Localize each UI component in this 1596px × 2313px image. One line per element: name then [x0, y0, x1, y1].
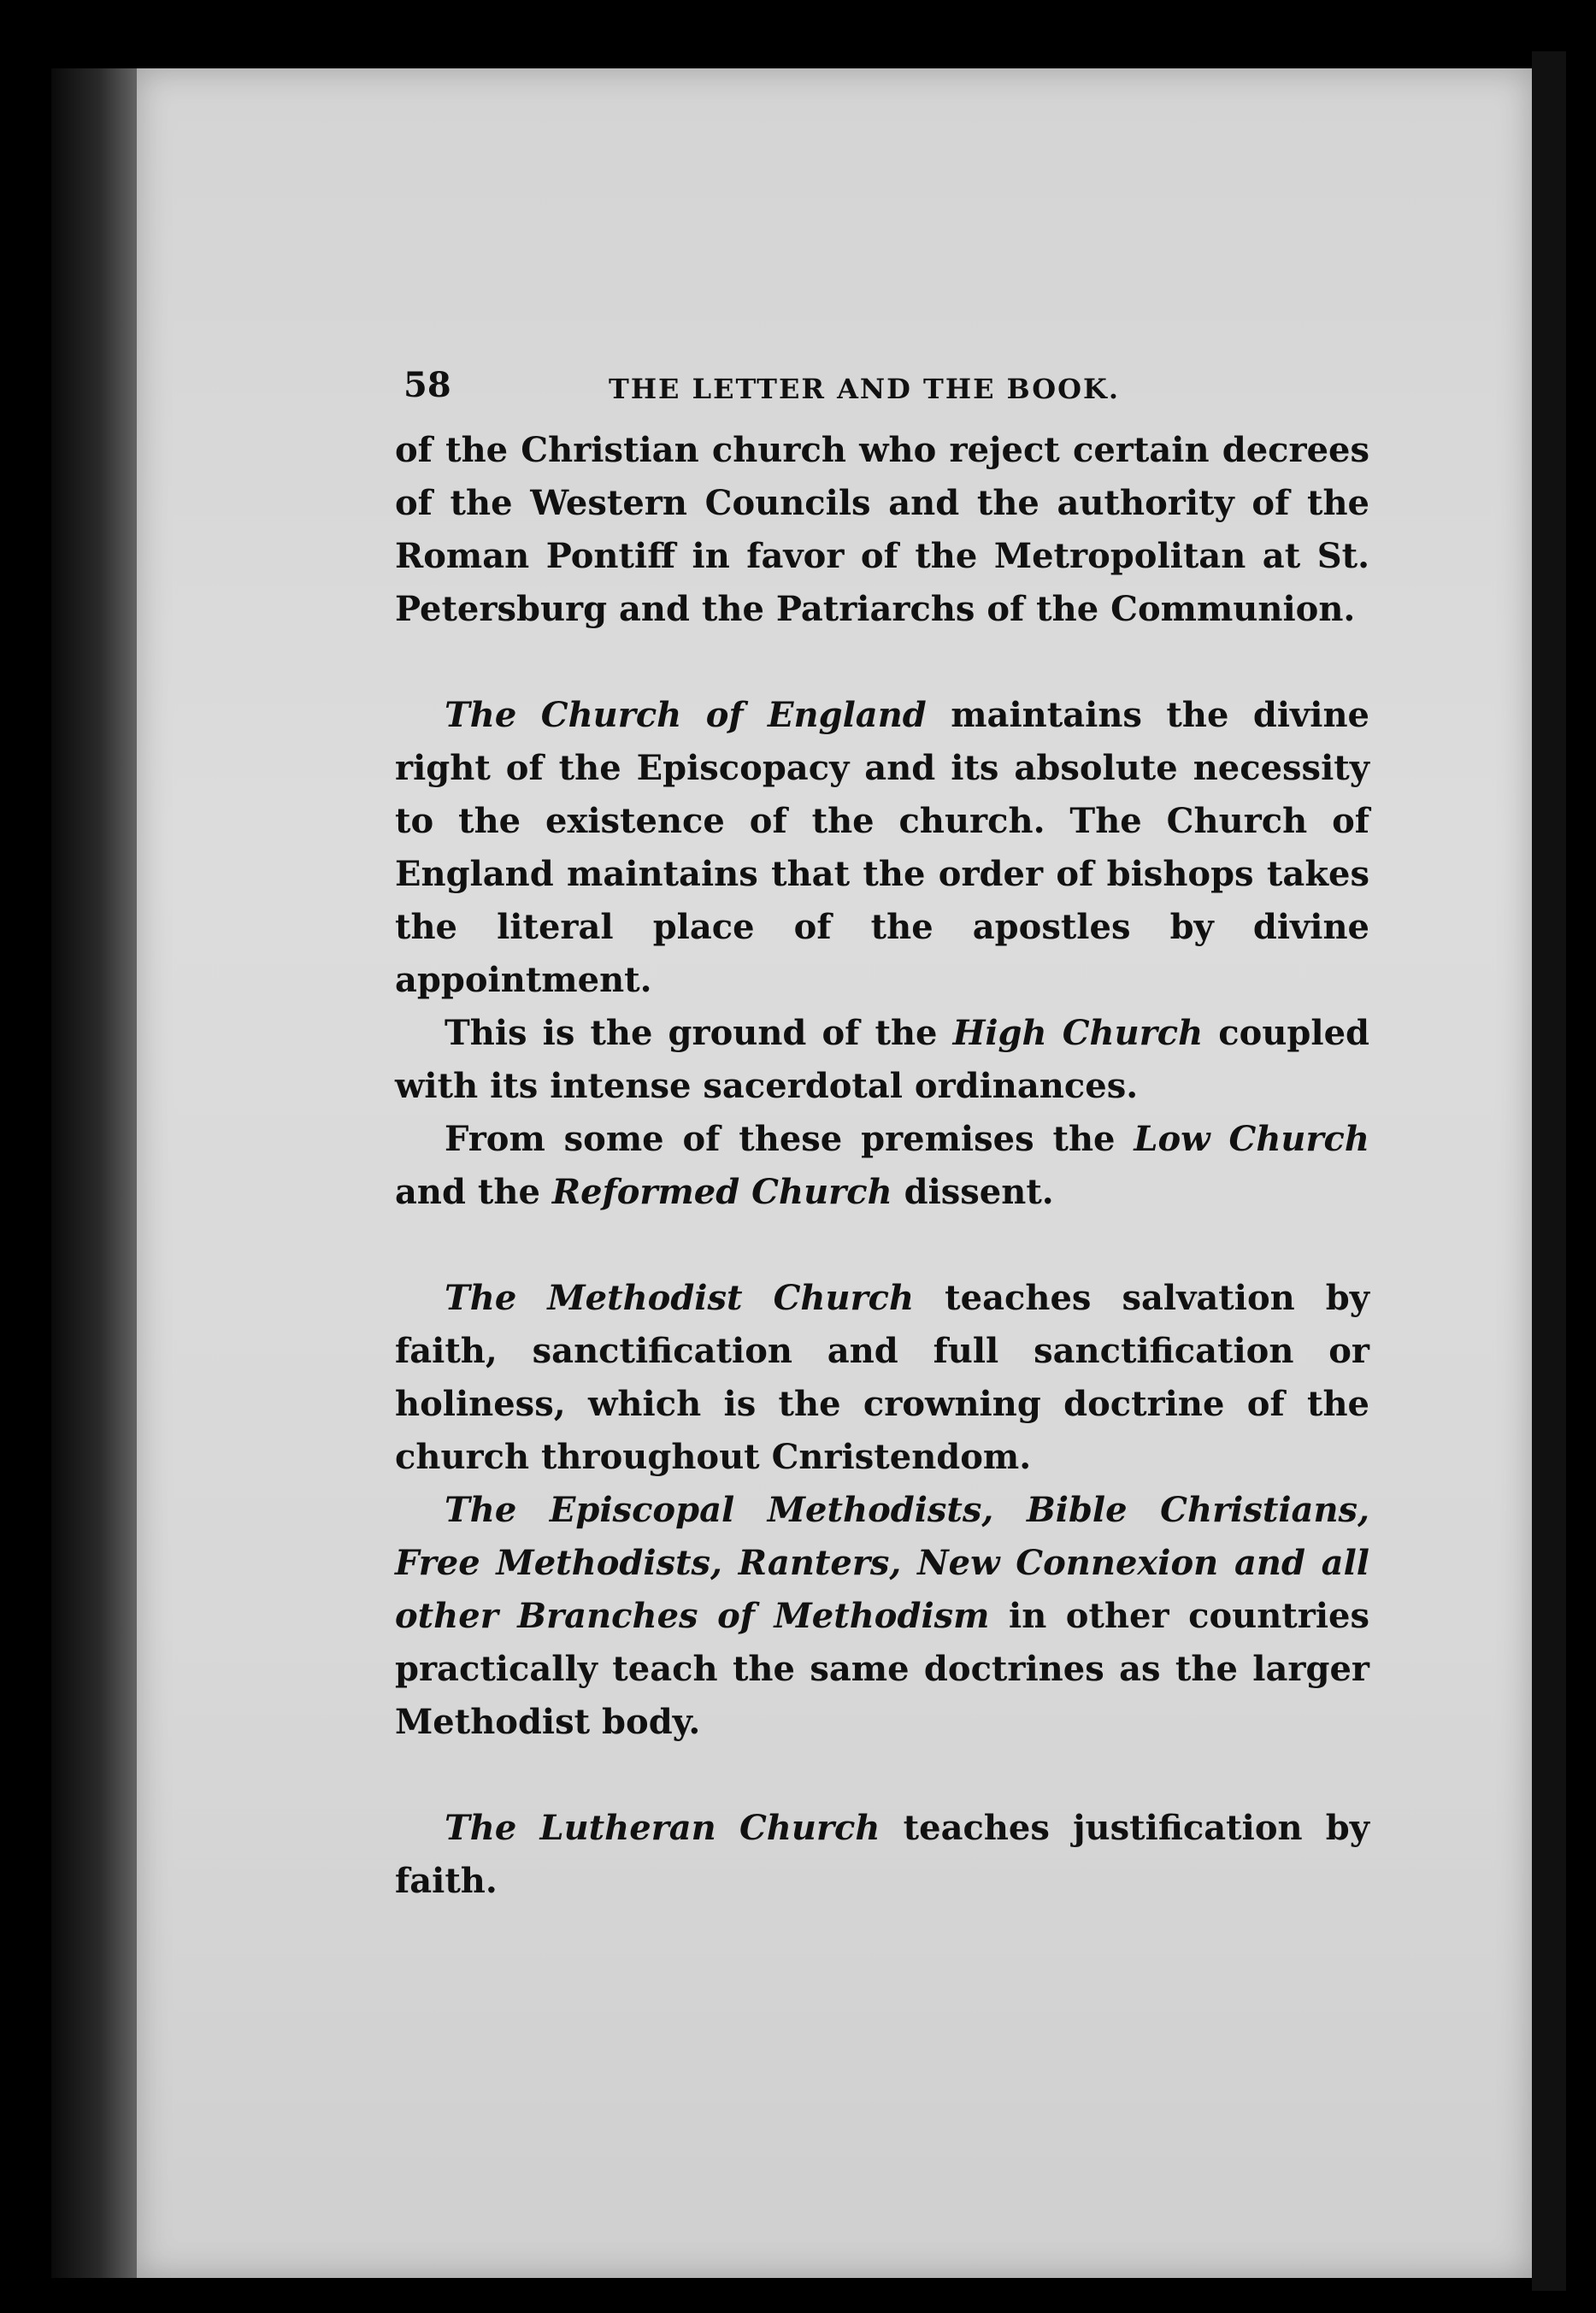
italic-methodist-church: The Methodist Church	[445, 1278, 915, 1318]
italic-methodist-branches: The Episcopal Methodists, Bible Christians, Free Methodists, Ranters, New Connexion and all other Branches of Methodism	[395, 1490, 1369, 1636]
text: This is the ground of the	[445, 1013, 953, 1053]
paragraph-methodist-branches	[395, 1484, 1369, 1749]
italic-reformed-church: Reformed Church	[551, 1172, 892, 1212]
italic-high-church: High Church	[952, 1013, 1204, 1053]
running-head: THE LETTER AND THE BOOK.	[609, 373, 1120, 405]
text: dissent.	[892, 1172, 1054, 1212]
text: teaches justification by faith.	[395, 1808, 1370, 1901]
text: coupled with its intense sacerdotal ordinances.	[395, 1013, 1369, 1106]
paragraph-continued: of the Christian church who reject certain decrees of the Western Councils and the authority of the Roman Pontiff in favor of the Metropolitan at St. Petersburg and the Patriarchs of the Communion.	[395, 430, 1369, 629]
page-header	[395, 359, 1369, 419]
text: and the	[395, 1172, 552, 1212]
text: teaches salvation by faith, sanctification and full sanctification or holiness, which is the crowning doctrine of the church throughout Cnristendom.	[395, 1278, 1369, 1477]
italic-lutheran-church: The Lutheran Church	[445, 1808, 880, 1848]
paragraph-low-church	[395, 1113, 1369, 1219]
text: in other countries practically teach the same doctrines as the larger Methodist body.	[395, 1596, 1370, 1742]
text: maintains the divine right of the Episcopacy and its absolute necessity to the existence of the church. The Church of England maintains that the order of bishops takes the literal place of the apostles by divine appointment.	[395, 695, 1369, 1000]
scan-border	[1532, 51, 1566, 2291]
paragraph-lutheran-church	[395, 1802, 1369, 1908]
page-text	[395, 359, 1369, 1908]
page-number: 58	[403, 365, 451, 405]
paragraph-high-church	[395, 1007, 1369, 1113]
italic-low-church: Low Church	[1134, 1119, 1369, 1159]
paragraph-church-of-england	[395, 689, 1369, 1007]
italic-church-of-england: The Church of England	[445, 695, 927, 735]
text: From some of these premises the	[445, 1119, 1134, 1159]
paragraph-methodist-church	[395, 1272, 1369, 1484]
